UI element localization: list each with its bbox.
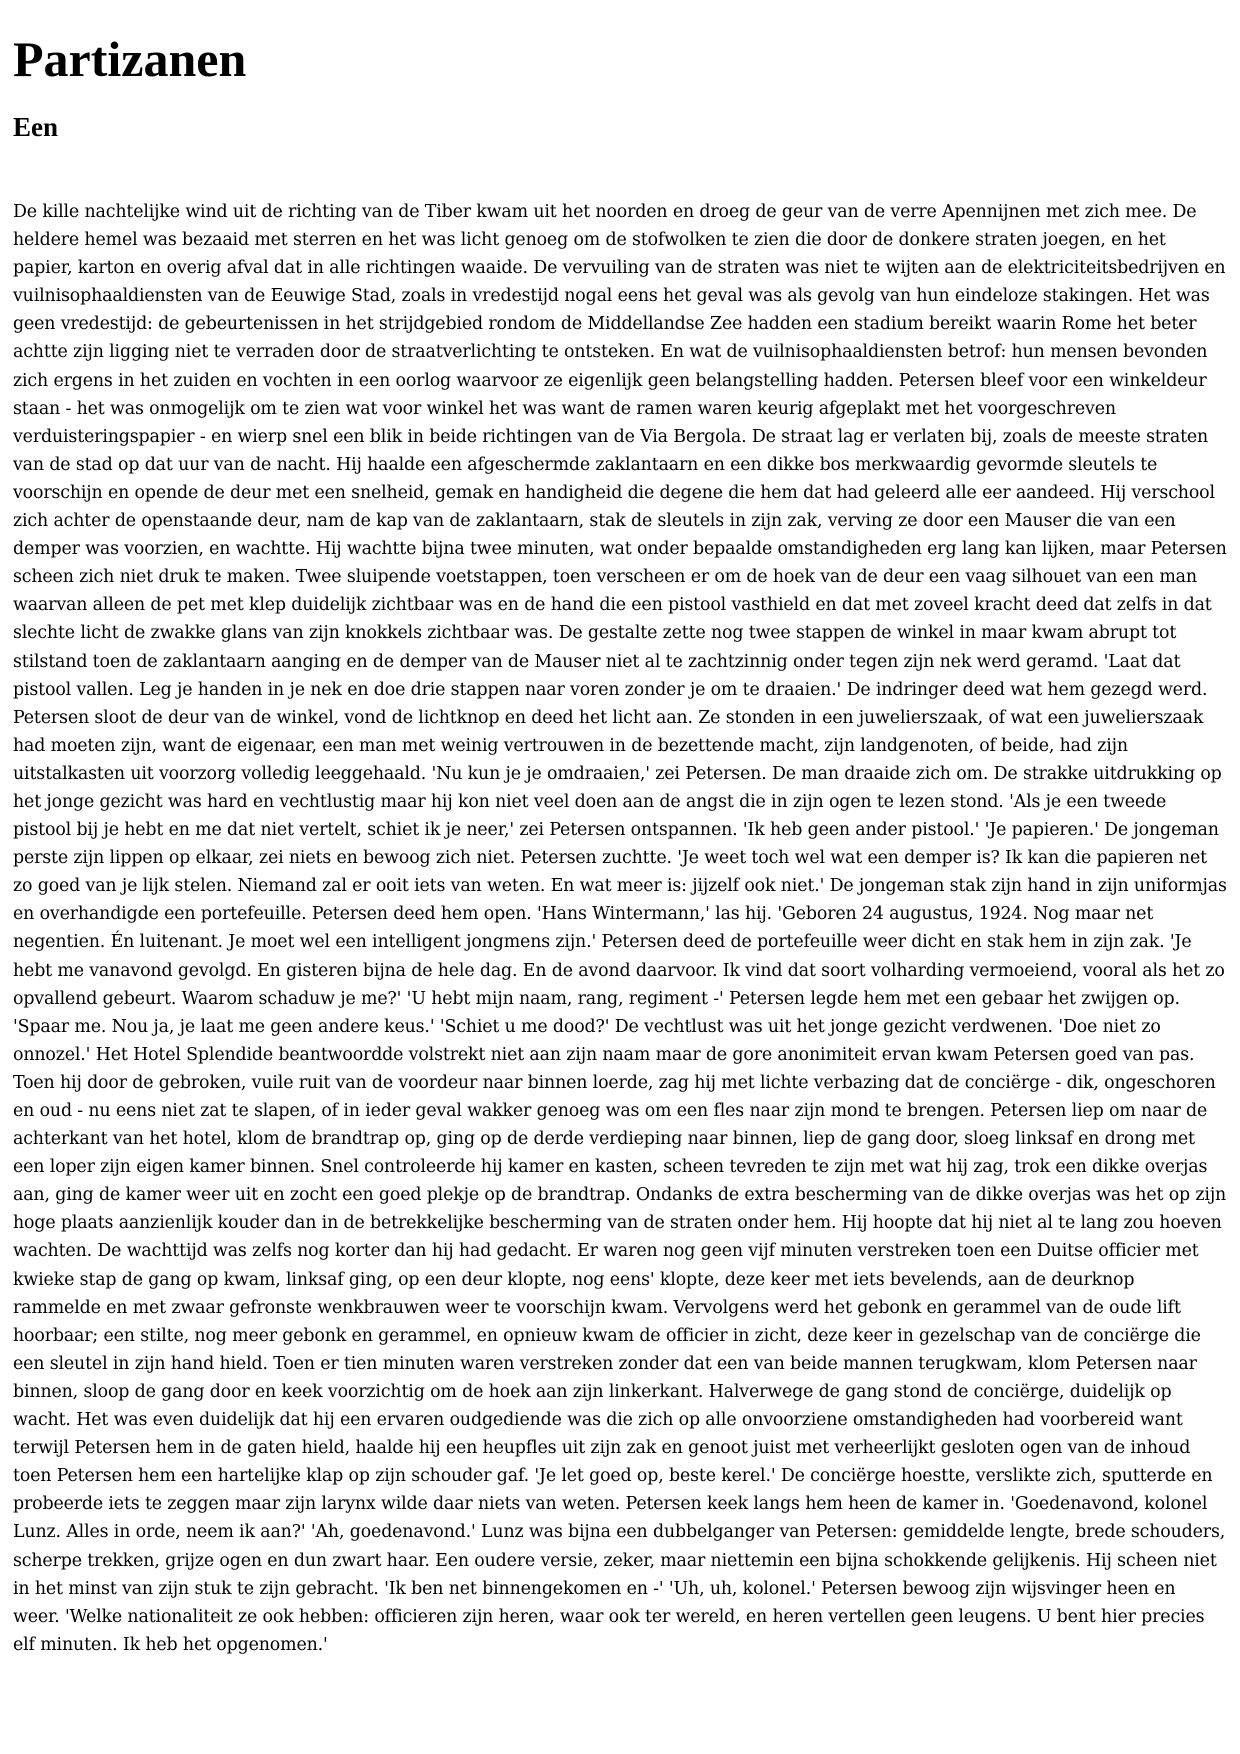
document-title: Partizanen — [13, 31, 247, 87]
chapter-title: Een — [13, 112, 59, 142]
body-paragraph: De kille nachtelijke wind uit de richting van de Tiber kwam uit het noorden en droeg de geur van de verre Apennijnen met zich mee. De heldere hemel was bezaaid met sterren en het was licht genoeg om de stofwolken te zien die door de donkere straten joegen, en het papier, karton en overig afval dat in alle richtingen waaide. De vervuiling van de straten was niet te wijten aan de elektriciteitsbedrijven en vuilnisophaaldiensten van de Eeuwige Stad, zoals in vredestijd nogal eens het geval was als gevolg van hun eindeloze stakingen. Het was geen vredestijd: de gebeurtenissen in het strijdgebied rondom de Middellandse Zee hadden een stadium bereikt waarin Rome het beter achtte zijn ligging niet te verraden door de straatverlichting te ontsteken. En wat de vuilnisophaaldiensten betrof: hun mensen bevonden zich ergens in het zuiden en vochten in een oorlog waarvoor ze eigenlijk geen belangstelling hadden. Petersen bleef voor een winkeldeur staan - het was onmogelijk om te zien wat voor winkel het was want de ramen waren keurig afgeplakt met het voorgeschreven verduisteringspapier - en wierp snel een blik in beide richtingen van de Via Bergola. De straat lag er verlaten bij, zoals de meeste straten van de stad op dat uur van de nacht. Hij haalde een afgeschermde zaklantaarn en een dikke bos merkwaardig gevormde sleutels te voorschijn en opende de deur met een snelheid, gemak en handigheid die degene die hem dat had geleerd alle eer aandeed. Hij verschool zich achter de openstaande deur, nam de kap van de zaklantaarn, stak de sleutels in zijn zak, verving ze door een Mauser die van een demper was voorzien, en wachtte. Hij wachtte bijna twee minuten, wat onder bepaalde omstandigheden erg lang kan lijken, maar Petersen scheen zich niet druk te maken. Twee sluipende voetstappen, toen verscheen er om de hoek van de deur een vaag silhouet van een man waarvan alleen de pet met klep duidelijk zichtbaar was en de hand die een pistool vasthield en dat met zoveel kracht deed dat zelfs in dat slechte licht de zwakke glans van zijn knokkels zichtbaar was. De gestalte zette nog twee stappen de winkel in maar kwam abrupt tot stilstand toen de zaklantaarn aanging en de demper van de Mauser niet al te zachtzinnig onder tegen zijn nek werd geramd. 'Laat dat pistool vallen. Leg je handen in je nek en doe drie stappen naar voren zonder je om te draaien.' De indringer deed wat hem gezegd werd. Petersen sloot de deur van de winkel, vond de lichtknop en deed het licht aan. Ze stonden in een juwelierszaak, of wat een juwelierszaak had moeten zijn, want de eigenaar, een man met weinig vertrouwen in de bezettende macht, zijn landgenoten, of beide, had zijn uitstalkasten uit voorzorg volledig leeggehaald. 'Nu kun je je omdraaien,' zei Petersen. De man draaide zich om. De strakke uitdrukking op het jonge gezicht was hard en vechtlustig maar hij kon niet veel doen aan de angst die in zijn ogen te lezen stond. 'Als je een tweede pistool bij je hebt en me dat niet vertelt, schiet ik je neer,' zei Petersen ontspannen. 'Ik heb geen ander pistool.' 'Je papieren.' De jongeman perste zijn lippen op elkaar, zei niets en bewoog zich niet. Petersen zuchtte. 'Je weet toch wel wat een demper is? Ik kan die papieren net zo goed van je lijk stelen. Niemand zal er ooit iets van weten. En wat meer is: jijzelf ook niet.' De jongeman stak zijn hand in zijn uniformjas en overhandigde een portefeuille. Petersen deed hem open. 'Hans Wintermann,' las hij. 'Geboren 24 augustus, 1924. Nog maar net negentien. Én luitenant. Je moet wel een intelligent jongmens zijn.' Petersen deed de portefeuille weer dicht en stak hem in zijn zak. 'Je hebt me vanavond gevolgd. En gisteren bijna de hele dag. En de avond daarvoor. Ik vind dat soort volharding vermoeiend, vooral als het zo opvallend gebeurt. Waarom schaduw je me?' 'U hebt mijn naam, rang, regiment -' Petersen legde hem met een gebaar het zwijgen op. 'Spaar me. Nou ja, je laat me geen andere keus.' 'Schiet u me dood?' De vechtlust was uit het jonge gezicht verdwenen. 'Doe niet zo onnozel.' Het Hotel Splendide beantwoordde volstrekt niet aan zijn naam maar de gore anonimiteit ervan kwam Petersen goed van pas. Toen hij door de gebroken, vuile ruit van de voordeur naar binnen loerde, zag hij met lichte verbazing dat de conciërge - dik, ongeschoren en oud - nu eens niet zat te slapen, of in ieder geval wakker genoeg was om een fles naar zijn mond te brengen. Petersen liep om naar de achterkant van het hotel, klom de brandtrap op, ging op de derde verdieping naar binnen, liep de gang door, sloeg linksaf en drong met een loper zijn eigen kamer binnen. Snel controleerde hij kamer en kasten, scheen tevreden te zijn met wat hij zag, trok een dikke overjas aan, ging de kamer weer uit en zocht een goed plekje op de brandtrap. Ondanks de extra bescherming van de dikke overjas was het op zijn hoge plaats aanzienlijk kouder dan in de betrekkelijke bescherming van de straten onder hem. Hij hoopte dat hij niet al te lang zou hoeven wachten. De wachttijd was zelfs nog korter dan hij had gedacht. Er waren nog geen vijf minuten verstreken toen een Duitse officier met kwieke stap de gang op kwam, linksaf ging, op een deur klopte, nog eens' klopte, deze keer met iets bevelends, aan de deurknop rammelde en met zwaar gefronste wenkbrauwen weer te voorschijn kwam. Vervolgens werd het gebonk en gerammel van de oude lift hoorbaar; een stilte, nog meer gebonk en gerammel, en opnieuw kwam de officier in zicht, deze keer in gezelschap van de conciërge die een sleutel in zijn hand hield. Toen er tien minuten waren verstreken zonder dat een van beide mannen terugkwam, klom Petersen naar binnen, sloop de gang door en keek voorzichtig om de hoek aan zijn linkerkant. Halverwege de gang stond de conciërge, duidelijk op wacht. Het was even duidelijk dat hij een ervaren oudgediende was die zich op alle onvoorziene omstandigheden had voorbereid want terwijl Petersen hem in de gaten hield, haalde hij een heupfles uit zijn zak en genoot juist met verheerlijkt gesloten ogen van de inhoud toen Petersen hem een hartelijke klap op zijn schouder gaf. 'Je let goed op, beste kerel.' De conciërge hoestte, verslikte zich, sputterde en probeerde iets te zeggen maar zijn larynx wilde daar niets van weten. Petersen keek langs hem heen de kamer in. 'Goedenavond, kolonel Lunz. Alles in orde, neem ik aan?' 'Ah, goedenavond.' Lunz was bijna een dubbelganger van Petersen: gemiddelde lengte, brede schouders, scherpe trekken, grijze ogen en dun zwart haar. Een oudere versie, zeker, maar niettemin een bijna schokkende gelijkenis. Hij scheen niet in het minst van zijn stuk te zijn gebracht. 'Ik ben net binnengekomen en -' 'Uh, uh, kolonel.' Petersen bewoog zijn wijsvinger heen en weer. 'Welke nationaliteit ze ook hebben: officieren zijn heren, waar ook ter wereld, en heren vertellen geen leugens. U bent hier precies elf minuten. Ik heb het opgenomen.' — [13, 202, 1227, 1655]
document-page — [13, 0, 1227, 1659]
